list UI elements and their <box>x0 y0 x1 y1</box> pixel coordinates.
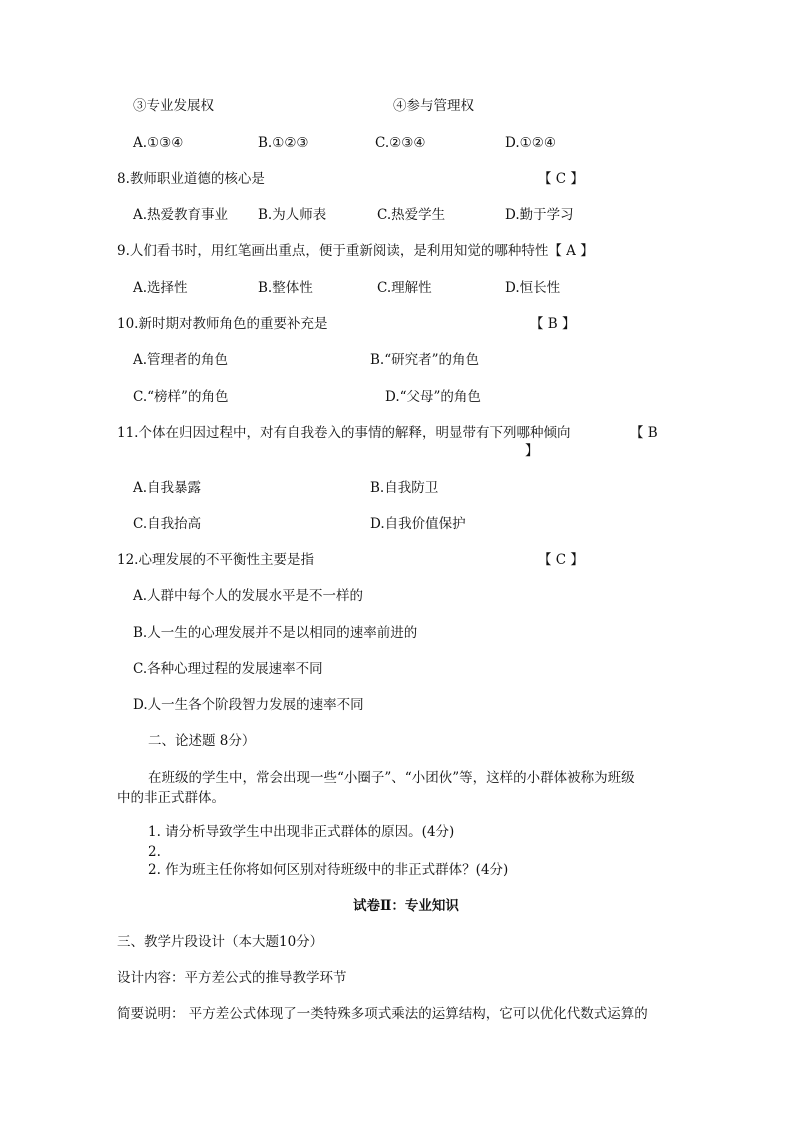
q7-option-4: ④参与管理权 <box>393 98 474 114</box>
q7-option-3: ③专业发展权 <box>133 98 214 114</box>
paper2-title: 试卷Ⅱ：专业知识 <box>353 898 459 914</box>
q9-choice-c: C.理解性 <box>377 280 432 296</box>
q12-choice-a: A.人群中每个人的发展水平是不一样的 <box>133 588 364 604</box>
q12-choice-b: B.人一生的心理发展并不是以相同的速率前进的 <box>133 625 418 641</box>
q8-answer: 【 C 】 <box>538 171 584 187</box>
q10-choice-c: C.“榜样”的角色 <box>133 389 229 405</box>
q8-choice-d: D.勤于学习 <box>505 207 574 223</box>
q10-choice-d: D.“父母”的角色 <box>385 389 481 405</box>
q10-answer: 【 B 】 <box>530 316 576 332</box>
q9-stem: 9.人们看书时，用红笔画出重点，便于重新阅读，是利用知觉的哪种特性【 A 】 <box>117 243 594 259</box>
q11-choice-d: D.自我价值保护 <box>370 516 466 532</box>
q8-choice-c: C.热爱学生 <box>377 207 446 223</box>
q12-stem: 12.心理发展的不平衡性主要是指 <box>117 552 314 568</box>
q11-choice-a: A.自我暴露 <box>133 480 202 496</box>
q11-choice-b: B.自我防卫 <box>370 480 439 496</box>
q9-choice-b: B.整体性 <box>258 280 313 296</box>
q7-choice-a: A.①③④ <box>133 135 184 151</box>
q7-choice-b: B.①②③ <box>258 135 309 151</box>
q9-choice-a: A.选择性 <box>133 280 188 296</box>
q12-choice-c: C.各种心理过程的发展速率不同 <box>133 661 323 677</box>
q9-choice-d: D.恒长性 <box>505 280 561 296</box>
q12-choice-d: D.人一生各个阶段智力发展的速率不同 <box>133 697 364 713</box>
q10-choice-a: A.管理者的角色 <box>133 352 229 368</box>
q10-choice-b: B.“研究者”的角色 <box>370 352 480 368</box>
q7-choice-d: D.①②④ <box>505 135 556 151</box>
brief-description: 简要说明： 平方差公式体现了一类特殊多项式乘法的运算结构，它可以优化代数式运算的 <box>117 1006 648 1022</box>
q8-choice-b: B.为人师表 <box>258 207 327 223</box>
essay-item-2: 2. 作为班主任你将如何区别对待班级中的非正式群体？(4分) <box>148 862 509 878</box>
q8-stem: 8.教师职业道德的核心是 <box>117 171 265 187</box>
q7-choice-c: C.②③④ <box>375 135 426 151</box>
essay-paragraph-line2: 中的非正式群体。 <box>117 790 225 806</box>
q11-stem: 11.个体在归因过程中，对有自我卷入的事情的解释，明显带有下列哪种倾向 <box>117 425 571 441</box>
essay-heading: 二、论述题 8分） <box>148 733 256 749</box>
q11-choice-c: C.自我抬高 <box>133 516 202 532</box>
q11-answer-open: 【 B <box>630 425 658 441</box>
section3-heading: 三、教学片段设计（本大题10分） <box>117 934 324 950</box>
essay-item-2-blank: 2. <box>148 844 161 860</box>
q10-stem: 10.新时期对教师角色的重要补充是 <box>117 316 328 332</box>
essay-item-1: 1. 请分析导致学生中出现非正式群体的原因。(4分) <box>148 824 455 840</box>
design-content: 设计内容：平方差公式的推导教学环节 <box>117 970 347 986</box>
q11-answer-close: 】 <box>525 443 539 459</box>
q8-choice-a: A.热爱教育事业 <box>133 207 229 223</box>
q12-answer: 【 C 】 <box>538 552 584 568</box>
essay-paragraph-line1: 在班级的学生中，常会出现一些“小圈子”、“小团伙”等，这样的小群体被称为班级 <box>148 770 635 786</box>
